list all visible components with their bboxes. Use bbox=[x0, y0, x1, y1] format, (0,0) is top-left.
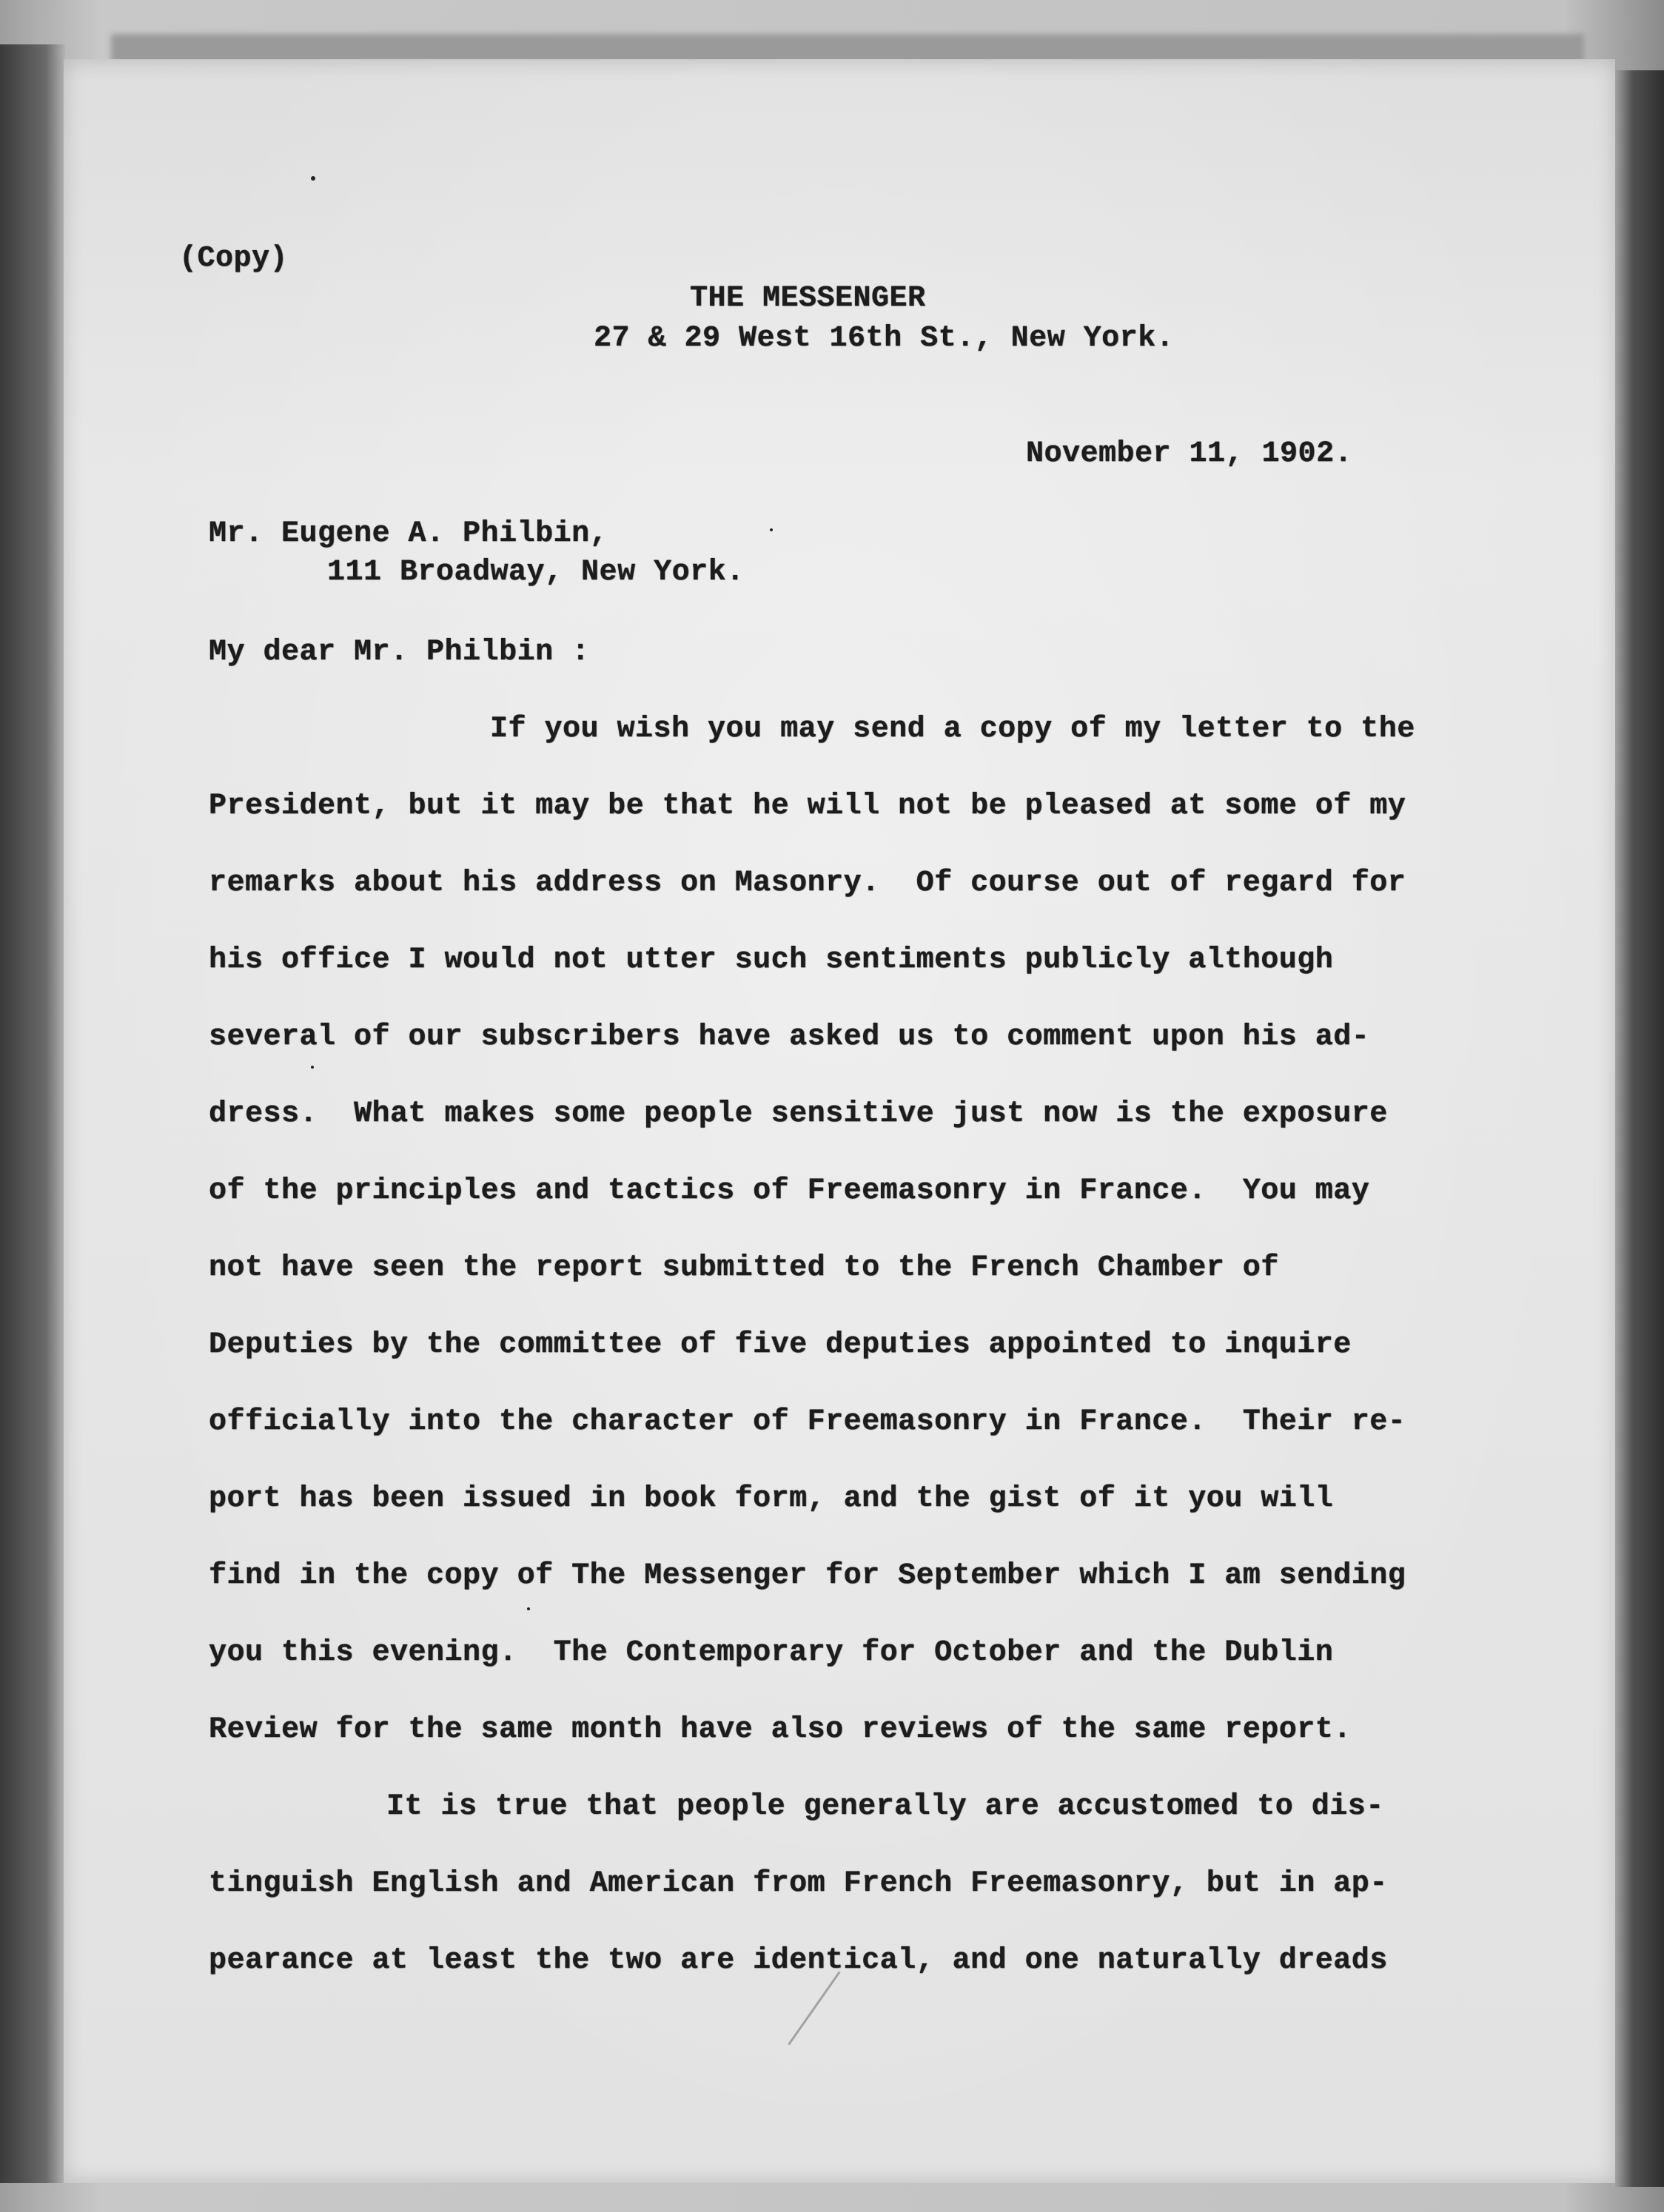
body-line: Deputies by the committee of five deputies appointed to inquire bbox=[209, 1328, 1352, 1362]
dust-speck bbox=[311, 176, 315, 181]
body-line: It is true that people generally are accustomed to dis- bbox=[386, 1790, 1384, 1823]
body-line: of the principles and tactics of Freemasonry in France. You may bbox=[209, 1174, 1370, 1208]
body-line: President, but it may be that he will not be pleased at some of my bbox=[209, 790, 1406, 823]
dust-speck bbox=[311, 1066, 314, 1069]
body-line: remarks about his address on Masonry. Of course out of regard for bbox=[209, 867, 1406, 900]
body-line: Review for the same month have also reviews of the same report. bbox=[209, 1713, 1352, 1747]
salutation: My dear Mr. Philbin : bbox=[209, 636, 590, 669]
recipient-name: Mr. Eugene A. Philbin, bbox=[209, 517, 608, 551]
body-line: his office I would not utter such sentiments publicly although bbox=[209, 944, 1334, 977]
scan-right-edge bbox=[1612, 70, 1664, 2187]
body-line: port has been issued in book form, and the gist of it you will bbox=[209, 1482, 1334, 1516]
letter-date: November 11, 1902. bbox=[1026, 437, 1353, 471]
body-line: pearance at least the two are identical, and one naturally dreads bbox=[209, 1944, 1388, 1977]
body-line: several of our subscribers have asked us to comment upon his ad- bbox=[209, 1021, 1370, 1054]
body-line: dress. What makes some people sensitive just now is the exposure bbox=[209, 1097, 1388, 1131]
dust-speck bbox=[770, 528, 773, 531]
dust-speck bbox=[527, 1607, 530, 1610]
letterhead-name: THE MESSENGER bbox=[690, 282, 926, 315]
body-line: you this evening. The Contemporary for October and the Dublin bbox=[209, 1636, 1334, 1670]
body-line: not have seen the report submitted to the French Chamber of bbox=[209, 1251, 1279, 1285]
letterhead-address: 27 & 29 West 16th St., New York. bbox=[594, 322, 1175, 355]
copy-mark: (Copy) bbox=[179, 242, 289, 275]
body-line: tinguish English and American from French Freemasonry, but in ap- bbox=[209, 1867, 1388, 1900]
body-line: officially into the character of Freemasonry in France. Their re- bbox=[209, 1405, 1406, 1439]
recipient-address: 111 Broadway, New York. bbox=[327, 556, 745, 589]
body-line: If you wish you may send a copy of my letter to the bbox=[490, 713, 1415, 746]
scan-left-edge bbox=[0, 44, 65, 2183]
body-line: find in the copy of The Messenger for September which I am sending bbox=[209, 1559, 1406, 1593]
